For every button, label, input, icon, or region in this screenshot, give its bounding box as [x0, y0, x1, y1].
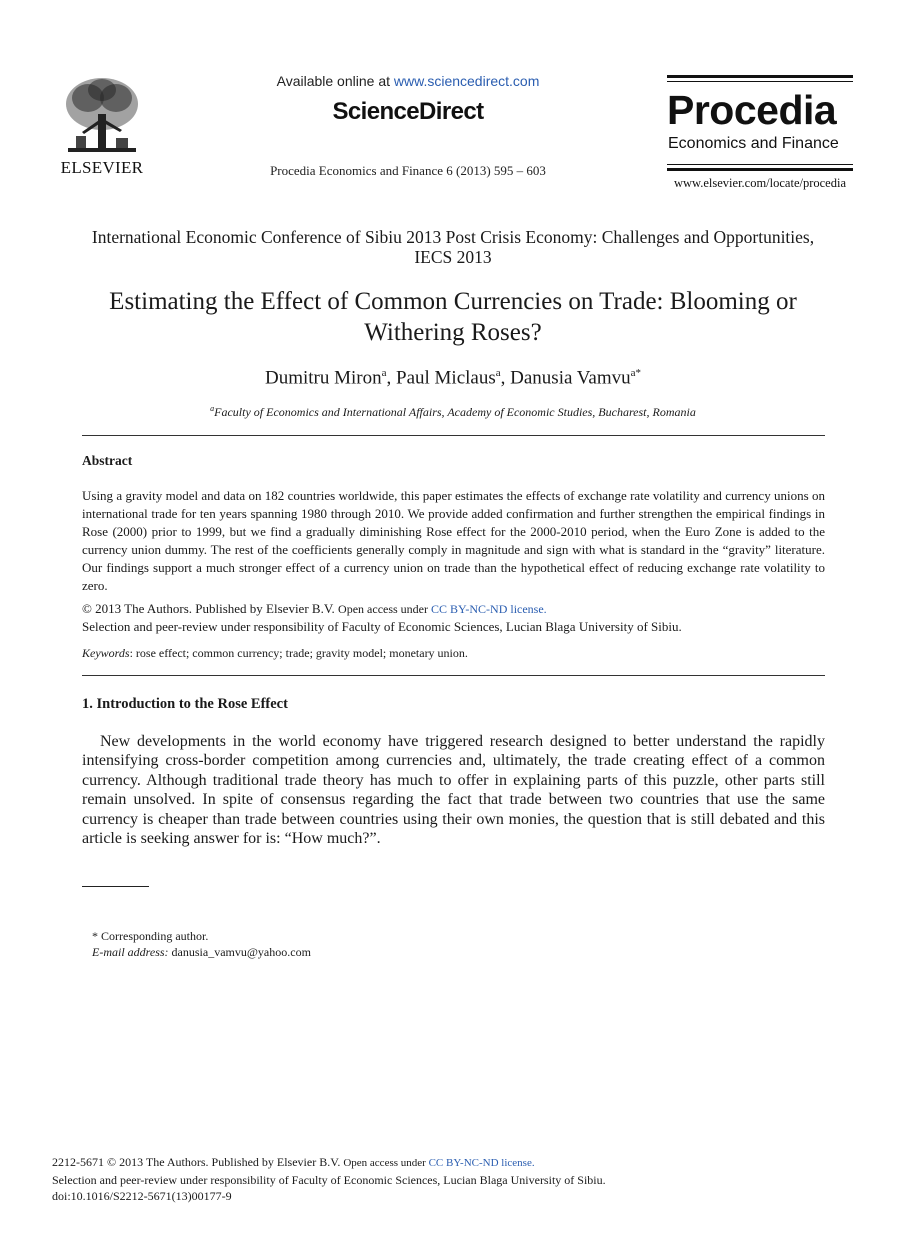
footer-doi[interactable]: doi:10.1016/S2212-5671(13)00177-9 — [52, 1189, 232, 1203]
footnote-divider — [82, 886, 149, 887]
procedia-bottom-rule-thin — [667, 164, 853, 165]
available-prefix: Available online at — [276, 73, 394, 89]
elsevier-logo — [52, 74, 152, 176]
procedia-top-rule-thin — [667, 81, 853, 82]
footer-issn-line — [52, 1154, 852, 1172]
journal-reference: Procedia Economics and Finance 6 (2013) 595 – 603 — [270, 163, 546, 178]
abstract-heading: Abstract — [82, 453, 133, 468]
copyright-line — [82, 600, 825, 618]
author-name: Dumitru Miron — [264, 367, 382, 389]
footer-license-link[interactable]: CC BY-NC-ND license. — [428, 1157, 535, 1169]
copyright-text: © 2013 The Authors. Published by Elsevier B.V. — [82, 601, 339, 616]
keywords-text: : rose effect; common currency; trade; gravity model; monetary union. — [129, 646, 468, 660]
section-heading: 1. Introduction to the Rose Effect — [82, 696, 288, 712]
footer-issn: 2212-5671 © 2013 The Authors. Published by Elsevier B.V. — [52, 1155, 344, 1169]
procedia-subtitle: Economics and Finance — [668, 135, 839, 152]
email-address[interactable]: danusia_vamvu@yahoo.com — [168, 945, 311, 959]
author-name: Danusia Vamvu — [510, 367, 631, 389]
divider — [82, 675, 825, 676]
conference-name: International Economic Conference of Sibiu 2013 Post Crisis Economy: Challenges and Opportunities, IECS 2013 — [91, 227, 815, 267]
author-mark: a — [495, 367, 501, 379]
email-note — [92, 945, 311, 960]
author-list: Dumitru Miron$^a$, Paul Miclaus$^a$, Danusia Vamvu$^{a*}$ — [264, 367, 642, 389]
footer-open-access: Open access under — [343, 1157, 429, 1169]
peer-review-line: Selection and peer-review under responsibility of Faculty of Economic Sciences, Lucian Blaga University of Sibiu. — [82, 619, 682, 634]
elsevier-tree-logo-icon — [58, 74, 146, 158]
open-access-text: Open access under — [338, 602, 432, 616]
keywords-label: Keywords — [82, 646, 130, 660]
corresponding-author-note: * Corresponding author. — [92, 929, 209, 943]
publisher-name: ELSEVIER — [60, 158, 144, 177]
keywords — [82, 646, 825, 661]
affiliation-mark: a — [210, 404, 215, 413]
author-mark: a — [381, 367, 387, 379]
procedia-top-rule — [667, 75, 853, 78]
page-footer — [52, 1154, 852, 1205]
available-online-line — [230, 73, 586, 89]
sciencedirect-link[interactable]: www.sciencedirect.com — [393, 73, 540, 89]
divider — [82, 435, 825, 436]
affiliation — [80, 404, 826, 420]
procedia-logo — [667, 75, 853, 195]
license-link[interactable]: CC BY-NC-ND license. — [431, 602, 547, 616]
paper-title: Estimating the Effect of Common Currencies on Trade: Blooming or Withering Roses? — [109, 288, 797, 346]
platform-logo: ScienceDirect — [332, 98, 484, 125]
procedia-url[interactable]: www.elsevier.com/locate/procedia — [673, 176, 847, 190]
email-label: E-mail address: — [92, 945, 169, 959]
procedia-title: Procedia — [667, 87, 837, 133]
copyright-notice — [82, 600, 825, 636]
section-body: New developments in the world economy have triggered research designed to better understand the rapidly intensifying cross-border competition among currencies and, ultimately, the trade creating effect of a common currency. Although traditional trade theory has much to offer in explaining parts of this puzzle, other parts still remain unsolved. In spite of consensus regarding the fact that trade between two countries that use the same currency is cheaper than trade between countries using their own monies, the question that is still debated and this article is seeking answer for is: “How much?”. — [82, 733, 825, 848]
procedia-bottom-rule — [667, 168, 853, 171]
author-mark: a* — [630, 367, 642, 379]
affiliation-text: Faculty of Economics and International Affairs, Academy of Economic Studies, Bucharest, Romania — [214, 405, 696, 419]
abstract-body: Using a gravity model and data on 182 countries worldwide, this paper estimates the effects of exchange rate volatility and currency unions on international trade for ten years spanning 1980 through 2010. We provide added confirmation and further strengthen the empirical findings in Rose (2000) prior to 1999, but we find a gradually diminishing Rose effect for the 2000-2010 period, when the Euro Zone is added to the currency union dummy. The rest of the coefficients generally comply in magnitude and sign with what is standard in the “gravity” literature. Our findings support a much stronger effect of a currency union on trade than the hypothetical effect of reducing exchange rate volatility to zero. — [82, 488, 825, 594]
footer-peer-review: Selection and peer-review under responsibility of Faculty of Economic Sciences, Lucian Blaga University of Sibiu. — [52, 1172, 606, 1187]
author-name: Paul Miclaus — [396, 367, 496, 389]
